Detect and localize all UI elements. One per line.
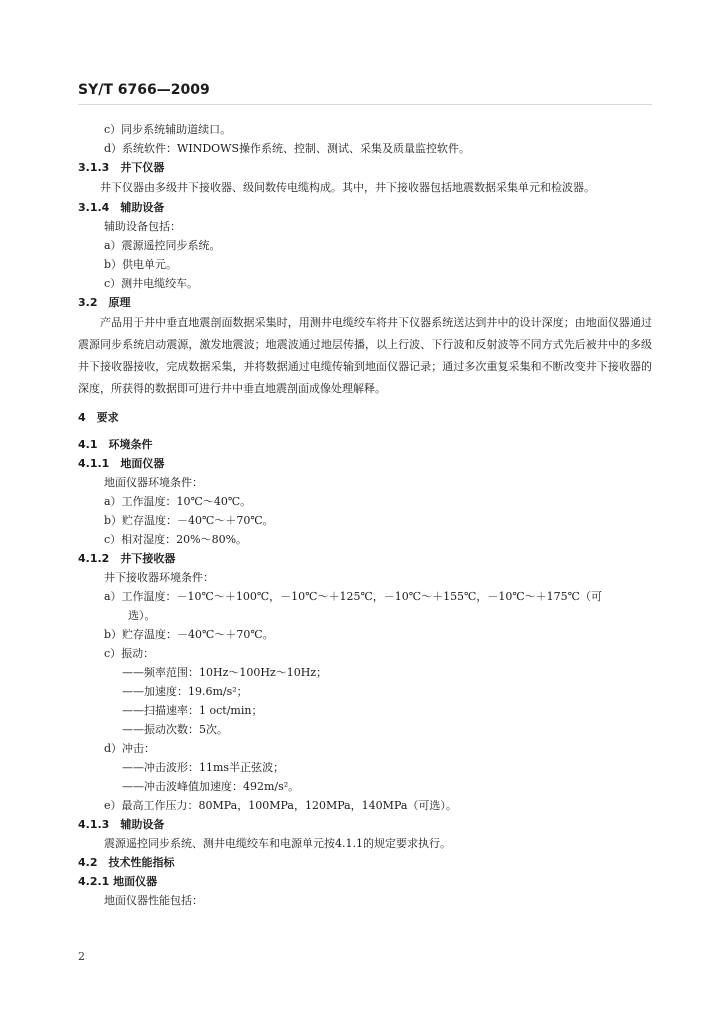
page-number: 2: [78, 950, 85, 963]
text-line: 地面仪器性能包括：: [104, 894, 203, 907]
list-item: b）贮存温度：－40℃～＋70℃。: [104, 514, 274, 527]
text-line: 地面仪器环境条件：: [104, 476, 203, 489]
list-item: a）工作温度：－10℃～＋100℃，－10℃～＋125℃，－10℃～＋155℃，－10℃～＋175℃（可: [104, 590, 602, 603]
section-heading: 4.2.1 地面仪器: [78, 875, 158, 888]
dash-item: ——扫描速率：1 oct/min；: [122, 704, 263, 717]
section-heading: 4.1.2 井下接收器: [78, 552, 176, 565]
standard-code-header: SY/T 6766—2009: [78, 82, 210, 98]
section-heading: 4.2 技术性能指标: [78, 856, 175, 869]
dash-item: ——冲击波峰值加速度：492m/s²。: [122, 780, 300, 793]
list-item: a）工作温度：10℃～40℃。: [104, 495, 252, 508]
document-body: [78, 120, 656, 910]
list-item: b）贮存温度：－40℃～＋70℃。: [104, 628, 274, 641]
list-item: b）供电单元。: [104, 258, 178, 271]
spacer: [78, 427, 656, 435]
dash-item: ——频率范围：10Hz～100Hz～10Hz；: [122, 666, 328, 679]
list-item: c）同步系统辅助道续口。: [104, 123, 232, 136]
dash-item: ——振动次数：5次。: [122, 723, 228, 736]
section-heading: 4.1.3 辅助设备: [78, 818, 165, 831]
list-item: c）振动：: [104, 647, 155, 660]
header-rule: [78, 104, 652, 105]
text-line: 辅助设备包括：: [104, 220, 181, 233]
paragraph: 井下仪器由多级井下接收器、级间数传电缆构成。其中，井下接收器包括地震数据采集单元和检波器。: [100, 181, 595, 194]
list-item: d）冲击：: [104, 742, 156, 755]
dash-item: ——加速度：19.6m/s²；: [122, 685, 248, 698]
list-item: e）最高工作压力：80MPa，100MPa，120MPa，140MPa（可选）。: [104, 799, 457, 812]
spacer: [78, 400, 656, 408]
section-heading: 3.1.4 辅助设备: [78, 201, 165, 214]
paragraph: 产品用于井中垂直地震剖面数据采集时，用测井电缆绞车将井下仪器系统送达到井中的设计深度；由地面仪器通过震源同步系统启动震源，激发地震波；地震波通过地层传播，以上行波、下行波和反射波等不同方式先后被井中的多级井下接收器接收，完成数据采集，并将数据通过电缆传输到地面仪器记录；通过多次重复采集和不断改变井下接收器的深度，所获得的数据即可进行井中垂直地震剖面成像处理解释。: [78, 316, 652, 395]
section-heading: 3.2 原理: [78, 296, 131, 309]
text-line: 震源遥控同步系统、测井电缆绞车和电源单元按4.1.1的规定要求执行。: [104, 837, 451, 850]
list-item: a）震源遥控同步系统。: [104, 239, 221, 252]
section-heading: 4 要求: [78, 411, 119, 424]
list-item: c）测井电缆绞车。: [104, 277, 199, 290]
list-item: c）相对湿度：20%～80%。: [104, 533, 248, 546]
list-item-continuation: 选）。: [128, 609, 156, 622]
section-heading: 3.1.3 井下仪器: [78, 161, 165, 174]
section-heading: 4.1.1 地面仪器: [78, 457, 165, 470]
section-heading: 4.1 环境条件: [78, 438, 153, 451]
text-line: 井下接收器环境条件：: [104, 571, 214, 584]
dash-item: ——冲击波形：11ms半正弦波；: [122, 761, 285, 774]
list-item: d）系统软件：WINDOWS操作系统、控制、测试、采集及质量监控软件。: [104, 142, 470, 155]
